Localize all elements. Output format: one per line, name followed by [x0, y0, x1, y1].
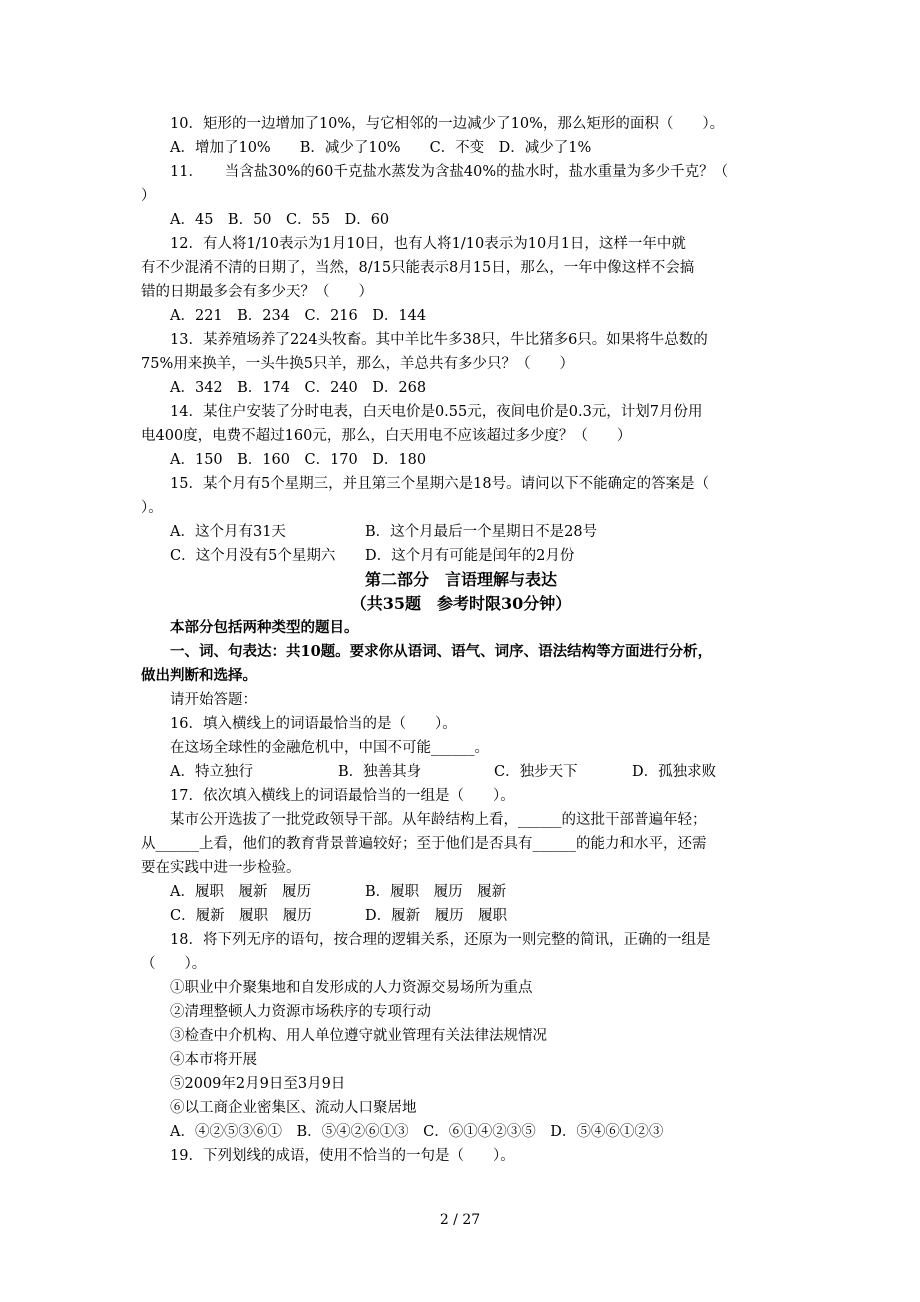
question-12-stem-cont: 有不少混淆不清的日期了，当然，8/15只能表示8月15日，那么，一年中像这样不会搞: [141, 260, 695, 276]
question-14-stem: 14．某住户安装了分时电表，白天电价是0.55元，夜间电价是0.3元，计划7月份用: [170, 404, 703, 420]
question-15-stem: 15．某个月有5个星期三，并且第三个星期六是18号。请问以下不能确定的答案是（: [170, 476, 710, 492]
start-prompt: 请开始答题：: [170, 692, 257, 708]
part-one-heading: 一、词、句表达：共10题。要求你从语词、语气、词序、语法结构等方面进行分析，: [170, 643, 713, 660]
part-one-heading-cont: 做出判断和选择。: [141, 667, 257, 684]
section-intro: 本部分包括两种类型的题目。: [170, 619, 359, 636]
question-17-stem: 17．依次填入横线上的词语最恰当的一组是（ ）。: [170, 788, 515, 804]
page-number: 2 / 27: [439, 1212, 481, 1228]
option-c: C．这个月没有5个星期六: [170, 548, 336, 564]
question-18-stem-cont: （ ）。: [141, 956, 207, 972]
section-subtitle: （共35题 参考时限30分钟）: [350, 594, 572, 613]
question-19-stem: 19．下列划线的成语，使用不恰当的一句是（ ）。: [170, 1148, 515, 1164]
question-13-options: A．342 B．174 C．240 D．268: [170, 380, 427, 396]
question-18-item: ⑥以工商企业密集区、流动人口聚居地: [170, 1100, 417, 1116]
question-17-options-row2: [170, 904, 810, 928]
option-d: D．履新 履历 履职: [365, 908, 508, 924]
question-12-options: A．221 B．234 C．216 D．144: [170, 308, 427, 324]
question-18-item: ①职业中介聚集地和自发形成的人力资源交易场所为重点: [170, 980, 533, 996]
option-a: A．特立独行: [170, 764, 253, 780]
question-17-passage-cont: 要在实践中进一步检验。: [141, 860, 301, 876]
question-17-passage-cont: 从______上看，他们的教育背景普遍较好；至于他们是否具有______的能力和水平，还需: [141, 836, 707, 852]
question-18-item: ③检查中介机构、用人单位遵守就业管理有关法律法规情况: [170, 1028, 547, 1044]
question-17-passage: 某市公开选拔了一批党政领导干部。从年龄结构上看，______的这批干部普遍年轻；: [170, 812, 707, 828]
question-18-item: ④本市将开展: [170, 1052, 257, 1068]
question-11-stem-cont: ）: [141, 188, 156, 204]
question-18-options: A．④②⑤③⑥① B．⑤④②⑥①③ C．⑥①④②③⑤ D．⑤④⑥①②③: [170, 1124, 664, 1140]
question-11-options: A．45 B．50 C．55 D．60: [170, 212, 390, 228]
option-d: D．孤独求败: [632, 764, 717, 780]
question-16-sentence: 在这场全球性的金融危机中，中国不可能______。: [170, 740, 489, 756]
option-b: B．独善其身: [338, 764, 422, 780]
question-18-item: ②清理整顿人力资源市场秩序的专项行动: [170, 1004, 431, 1020]
option-c: C．独步天下: [494, 764, 578, 780]
question-11-stem: 11． 当含盐30%的60千克盐水蒸发为含盐40%的盐水时，盐水重量为多少千克？（: [170, 164, 729, 180]
question-13-stem: 13．某养殖场养了224头牧畜。其中羊比牛多38只，牛比猪多6只。如果将牛总数的: [170, 332, 708, 348]
question-14-options: A．150 B．160 C．170 D．180: [170, 452, 427, 468]
question-15-options-row1: [170, 520, 810, 544]
question-12-stem: 12．有人将1/10表示为1月10日，也有人将1/10表示为10月1日，这样一年中就: [170, 236, 686, 252]
question-15-options-row2: [170, 544, 810, 568]
question-18-item: ⑤2009年2月9日至3月9日: [170, 1076, 346, 1092]
option-c: C．履新 履职 履历: [170, 908, 312, 924]
question-10-options: A．增加了10% B．减少了10% C．不变 D．减少了1%: [170, 140, 592, 156]
question-12-stem-cont: 错的日期最多会有多少天？（ ）: [141, 284, 373, 300]
question-18-stem: 18．将下列无序的语句，按合理的逻辑关系，还原为一则完整的简讯，正确的一组是: [170, 932, 711, 948]
option-b: B．这个月最后一个星期日不是28号: [365, 524, 598, 540]
question-14-stem-cont: 电400度，电费不超过160元，那么，白天用电不应该超过多少度？（ ）: [141, 428, 632, 444]
option-b: B．履职 履历 履新: [365, 884, 507, 900]
question-13-stem-cont: 75%用来换羊，一头牛换5只羊，那么，羊总共有多少只？（ ）: [141, 356, 574, 372]
option-d: D．这个月有可能是闰年的2月份: [365, 548, 575, 564]
section-title: 第二部分 言语理解与表达: [364, 570, 557, 589]
question-16-options: [170, 760, 810, 784]
option-a: A．履职 履新 履历: [170, 884, 311, 900]
option-a: A．这个月有31天: [170, 524, 286, 540]
question-17-options-row1: [170, 880, 810, 904]
question-15-stem-cont: ）。: [141, 500, 163, 516]
question-10-stem: 10．矩形的一边增加了10%，与它相邻的一边减少了10%，那么矩形的面积（ ）。: [170, 116, 725, 132]
question-16-stem: 16．填入横线上的词语最恰当的是（ ）。: [170, 716, 457, 732]
